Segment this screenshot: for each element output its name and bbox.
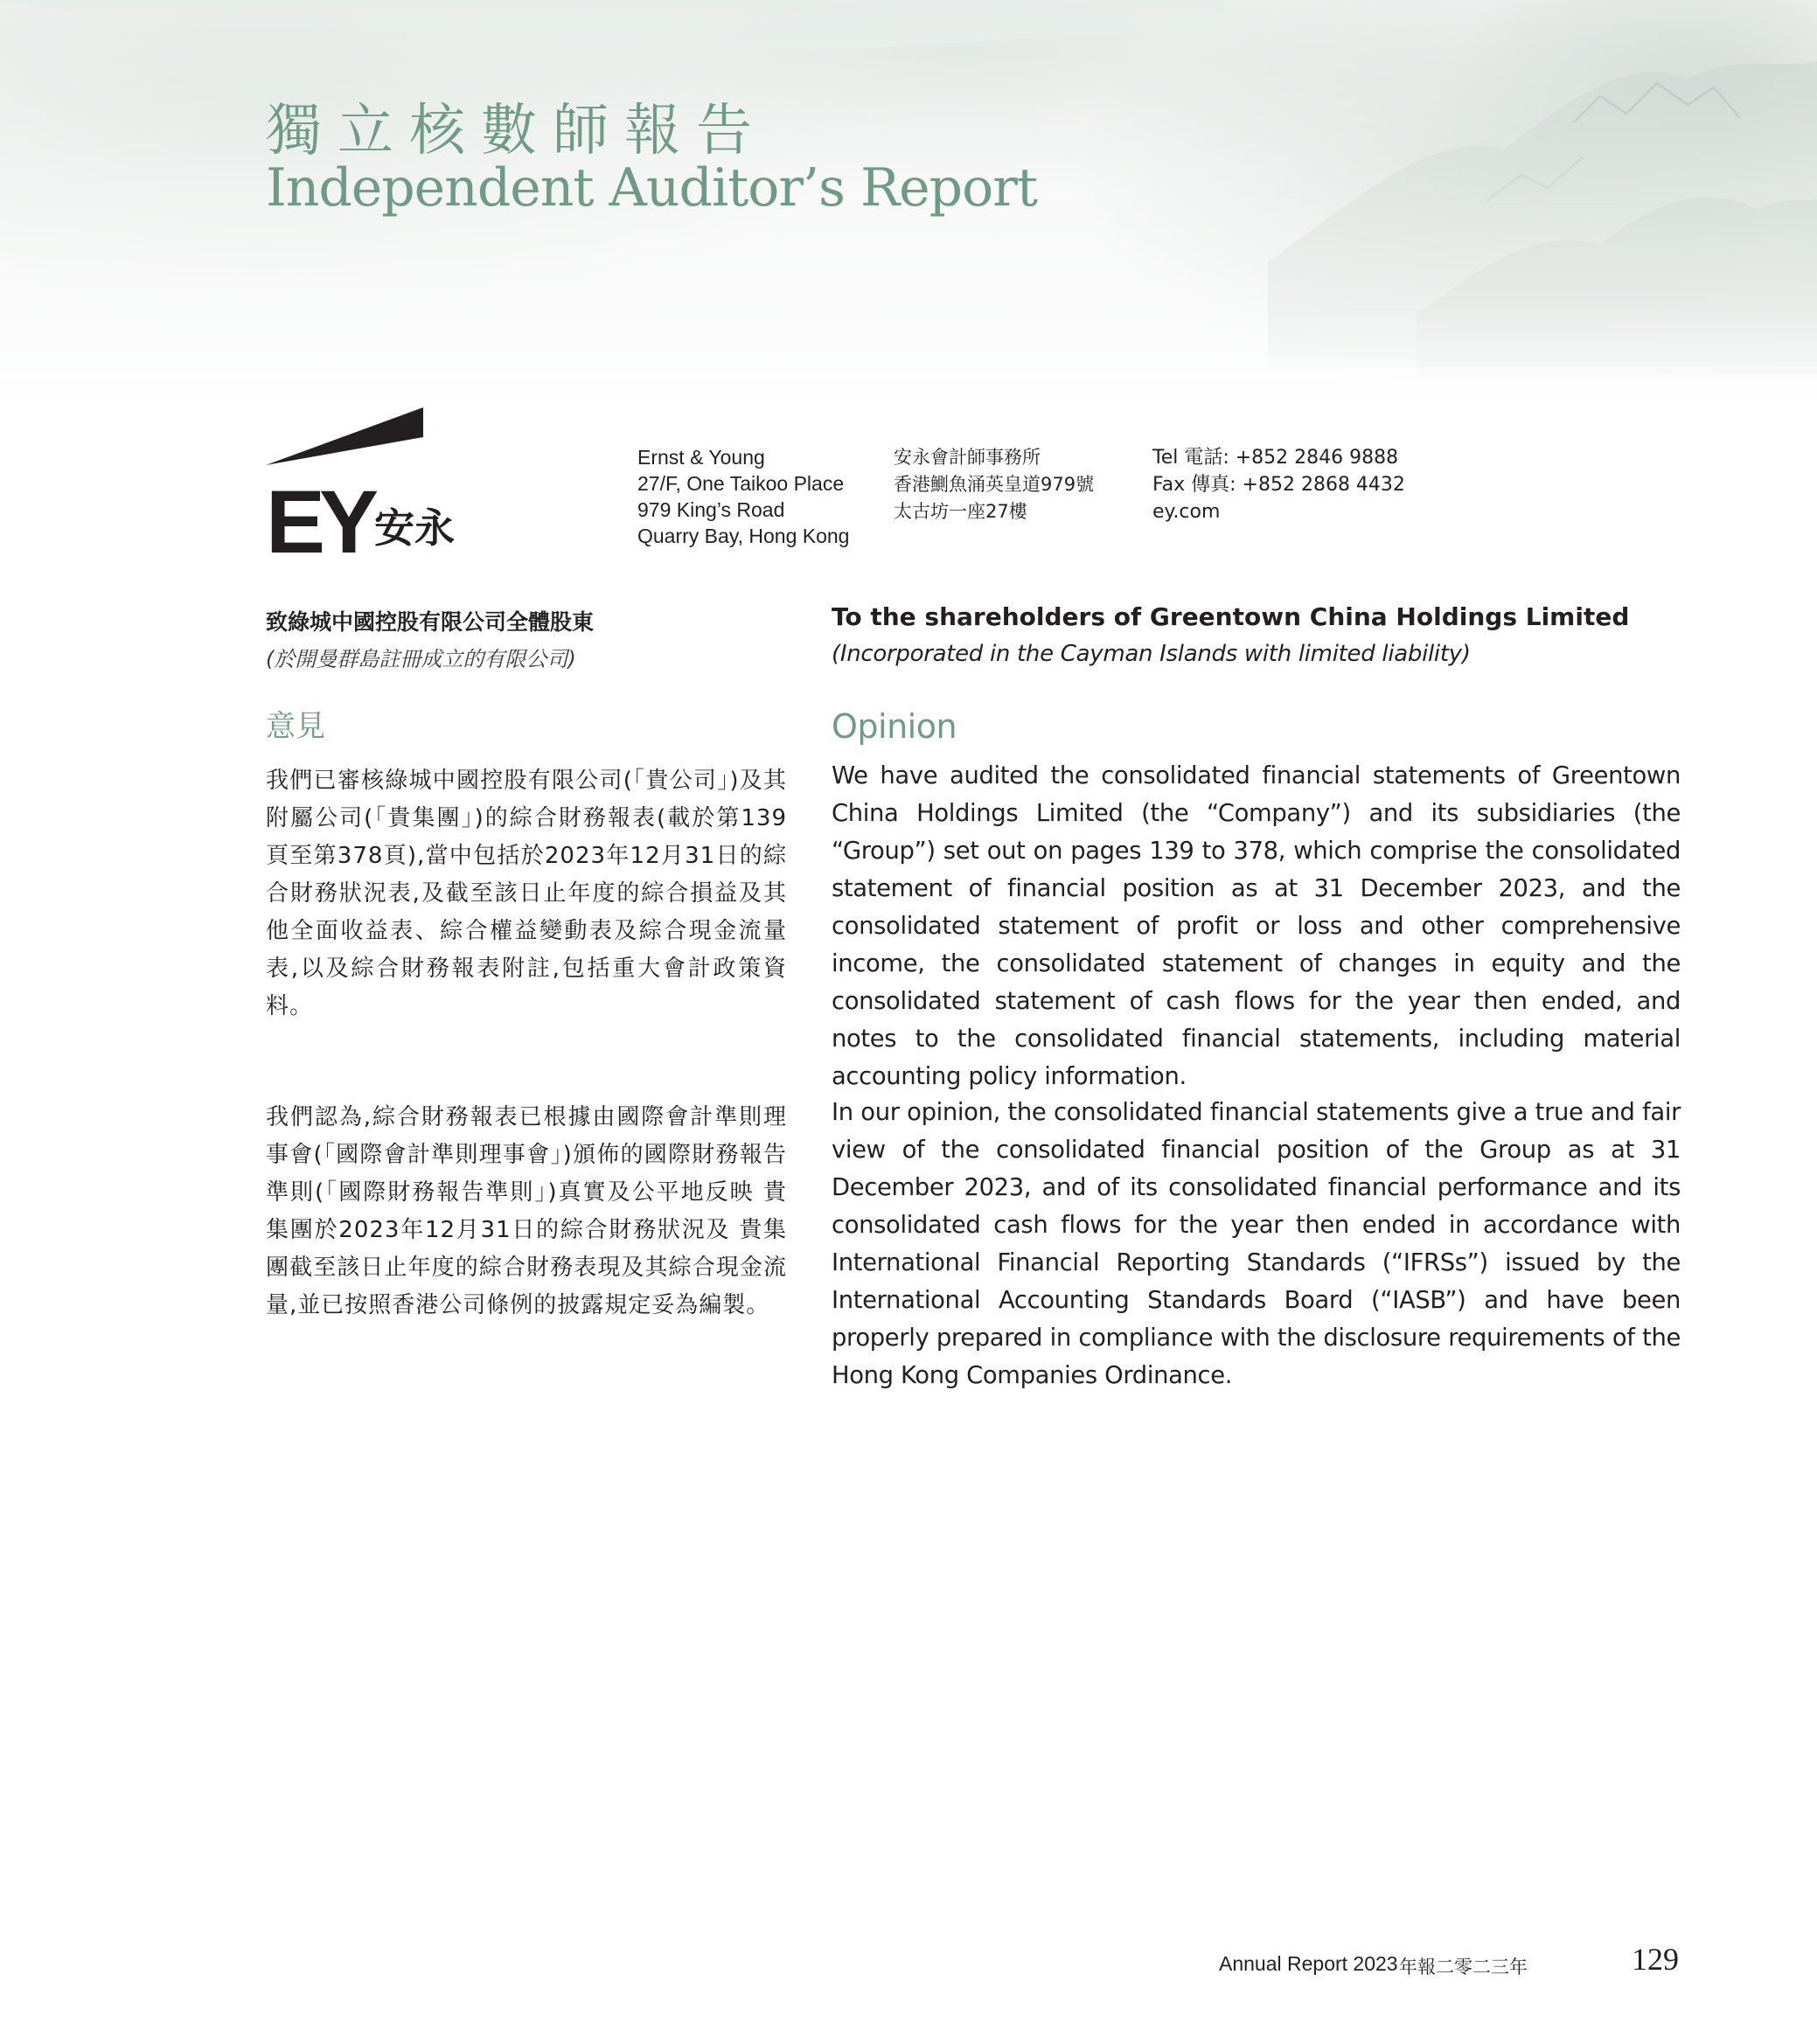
section-heading-chinese: 意見 — [266, 709, 325, 744]
addressee-english: To the shareholders of Greentown China Holdings Limited — [832, 602, 1630, 631]
address-line: 27/F, One Taikoo Place — [637, 472, 845, 495]
address-line: Ernst & Young — [637, 446, 765, 469]
opinion-paragraph-2-english: In our opinion, the consolidated financial statements give a true and fair view of the consolidated financial position of the Group as at 31 December 2023, and of its consolidated financial performance and its consolidated cash flows for the year then ended in accordance with International Financial Reporting Standards (“IFRSs”) issued by the International Accounting Standards Board (“IASB”) and have been properly prepared in compliance with the disclosure requirements of the Hong Kong Companies Ordinance. — [832, 1099, 1681, 1389]
addressee-english-subtitle: (Incorporated in the Cayman Islands with limited liability) — [832, 641, 1471, 667]
page-number: 129 — [1632, 1942, 1679, 1977]
ey-logo-chinese: 安永 — [374, 504, 455, 552]
address-line: Quarry Bay, Hong Kong — [637, 525, 850, 547]
ey-logo-letters: EY — [266, 472, 373, 572]
contact-info — [1152, 444, 1405, 525]
ey-logo — [266, 407, 476, 572]
page-title-english: Independent Auditor’s Report — [266, 157, 1037, 219]
opinion-paragraph-2-chinese: 我們認為,綜合財務報表已根據由國際會計準則理事會(「國際會計準則理事會」)頒佈的國際財務報告準則(「國際財務報告準則」)真實及公平地反映 貴集團於2023年12月31日的綜合財務狀況及 貴集團截至該日止年度的綜合財務表現及其綜合現金流量,並已按照香港公司條例的披露規定妥為編製。 — [266, 1104, 787, 1318]
address-line: 979 King’s Road — [637, 498, 785, 521]
ey-beam-icon — [266, 407, 423, 469]
fax-number: Fax 傳真: +852 2868 4432 — [1152, 474, 1405, 496]
address-chinese — [894, 444, 1094, 525]
footer-report-title-chinese: 年報二零二三年 — [1399, 1957, 1528, 1978]
address-english — [637, 444, 849, 549]
footer-report-title: Annual Report 2023 — [1219, 1952, 1398, 1975]
address-line: 太古坊一座27樓 — [894, 501, 1027, 522]
phone-number: Tel 電話: +852 2846 9888 — [1152, 447, 1399, 469]
section-heading-english: Opinion — [832, 707, 957, 746]
address-line: 安永會計師事務所 — [894, 447, 1041, 468]
address-line: 香港鰂魚涌英皇道979號 — [894, 474, 1095, 495]
opinion-paragraph-1-english: We have audited the consolidated financial statements of Greentown China Holdings Limited (the “Company”) and its subsidiaries (the “Group”) set out on pages 139 to 378, which comprise the consolidated statement of financial position as at 31 December 2023, and the consolidated statement of profit or loss and other comprehensive income, the consolidated statement of changes in equity and the consolidated statement of cash flows for the year then ended, and notes to the consolidated financial statements, including material accounting policy information. — [832, 762, 1681, 1090]
addressee-chinese: 致綠城中國控股有限公司全體股東 — [266, 609, 595, 635]
opinion-paragraph-1-chinese: 我們已審核綠城中國控股有限公司(「貴公司」)及其附屬公司(「貴集團」)的綜合財務報表(載於第139頁至第378頁),當中包括於2023年12月31日的綜合財務狀況表,及截至該日止年度的綜合損益及其他全面收益表、綜合權益變動表及綜合現金流量表,以及綜合財務報表附註,包括重大會計政策資料。 — [266, 768, 787, 1019]
page-title-chinese: 獨立核數師報告 — [266, 99, 768, 163]
website-link[interactable]: ey.com — [1152, 501, 1221, 523]
addressee-chinese-subtitle: (於開曼群島註冊成立的有限公司) — [266, 647, 576, 671]
